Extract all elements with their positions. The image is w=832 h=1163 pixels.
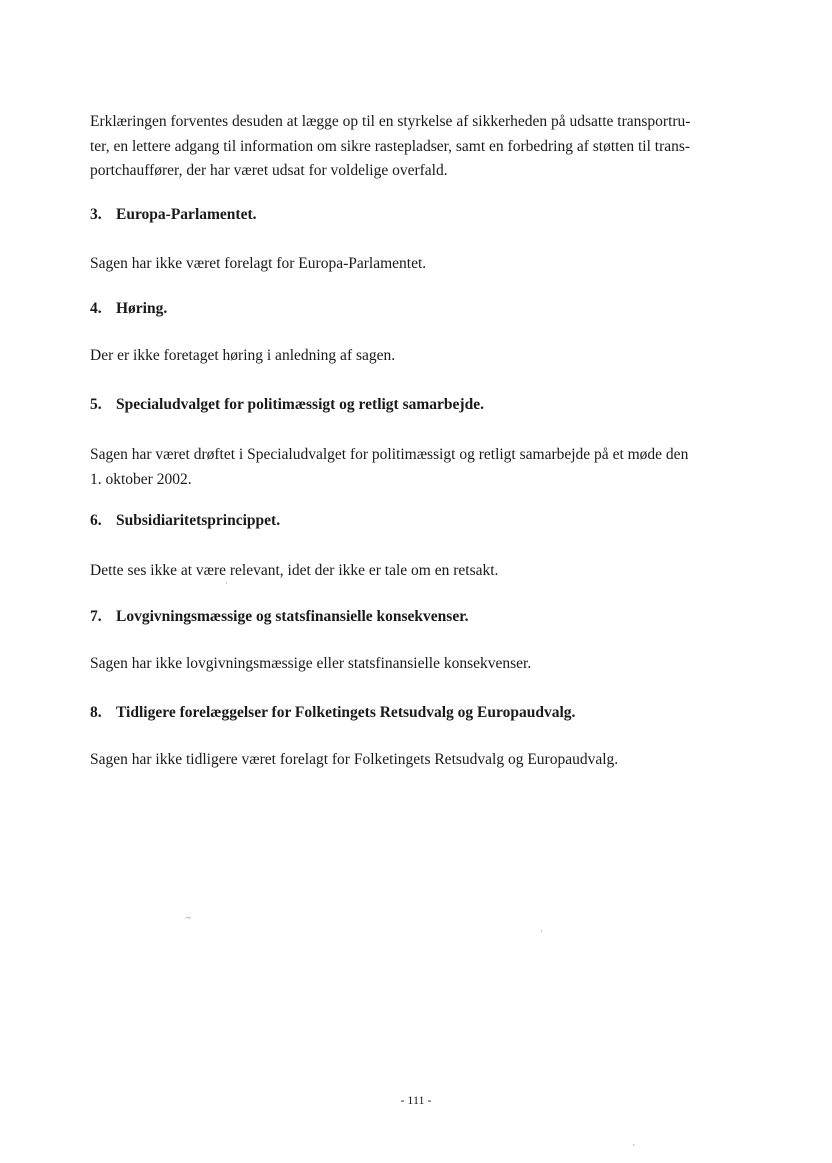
- scan-speck: ·: [225, 578, 228, 588]
- section-heading-5: [90, 394, 770, 416]
- scan-speck: ´: [632, 1143, 635, 1153]
- section-body-line: Sagen har været drøftet i Specialudvalget for politimæssigt og retligt samarbejde på et møde den: [90, 446, 689, 463]
- section-body-7: [90, 652, 750, 677]
- section-title: Europa-Parlamentet.: [116, 206, 257, 223]
- section-number: 8.: [90, 704, 102, 721]
- intro-line: portchauffører, der har været udsat for voldelige overfald.: [90, 162, 448, 179]
- scan-speck: ·: [540, 926, 543, 936]
- section-title: Specialudvalget for politimæssigt og retligt samarbejde.: [116, 396, 484, 413]
- section-body-line: Sagen har ikke været forelagt for Europa-Parlamentet.: [90, 255, 427, 272]
- section-number: 6.: [90, 512, 102, 529]
- intro-paragraph: [90, 110, 750, 184]
- section-body-8: [90, 748, 750, 773]
- section-number: 7.: [90, 608, 102, 625]
- section-body-line: Sagen har ikke lovgivningsmæssige eller statsfinansielle konsekvenser.: [90, 655, 532, 672]
- section-heading-8: [90, 702, 770, 724]
- section-body-line: Dette ses ikke at være relevant, idet der ikke er tale om en retsakt.: [90, 562, 499, 579]
- section-heading-6: [90, 510, 770, 532]
- section-heading-3: [90, 204, 770, 226]
- section-number: 5.: [90, 396, 102, 413]
- section-body-line: 1. oktober 2002.: [90, 470, 192, 488]
- section-title: Høring.: [116, 300, 168, 317]
- section-number: 4.: [90, 300, 102, 317]
- page-number: - 111 -: [400, 1093, 432, 1107]
- intro-line: ter, en lettere adgang til information om sikre rastepladser, samt en forbedring af støtten til trans-: [90, 137, 691, 155]
- section-heading-7: [90, 606, 770, 628]
- section-title: Lovgivningsmæssige og statsfinansielle konsekvenser.: [116, 608, 469, 625]
- section-body-line: Sagen har ikke tidligere været forelagt for Folketingets Retsudvalg og Europaudvalg.: [90, 751, 619, 768]
- section-body-3: [90, 252, 750, 277]
- section-body-4: [90, 344, 750, 369]
- section-title: Tidligere forelæggelser for Folketingets Retsudvalg og Europaudvalg.: [116, 704, 576, 721]
- section-heading-4: [90, 298, 770, 320]
- scan-speck: ~: [186, 913, 191, 923]
- section-title: Subsidiaritetsprincippet.: [116, 512, 281, 529]
- section-body-line: Der er ikke foretaget høring i anledning af sagen.: [90, 347, 396, 364]
- section-number: 3.: [90, 206, 102, 223]
- section-body-5: [90, 443, 750, 492]
- intro-line: Erklæringen forventes desuden at lægge op til en styrkelse af sikkerheden på udsatte transportru-: [90, 113, 691, 130]
- section-body-6: [90, 559, 750, 584]
